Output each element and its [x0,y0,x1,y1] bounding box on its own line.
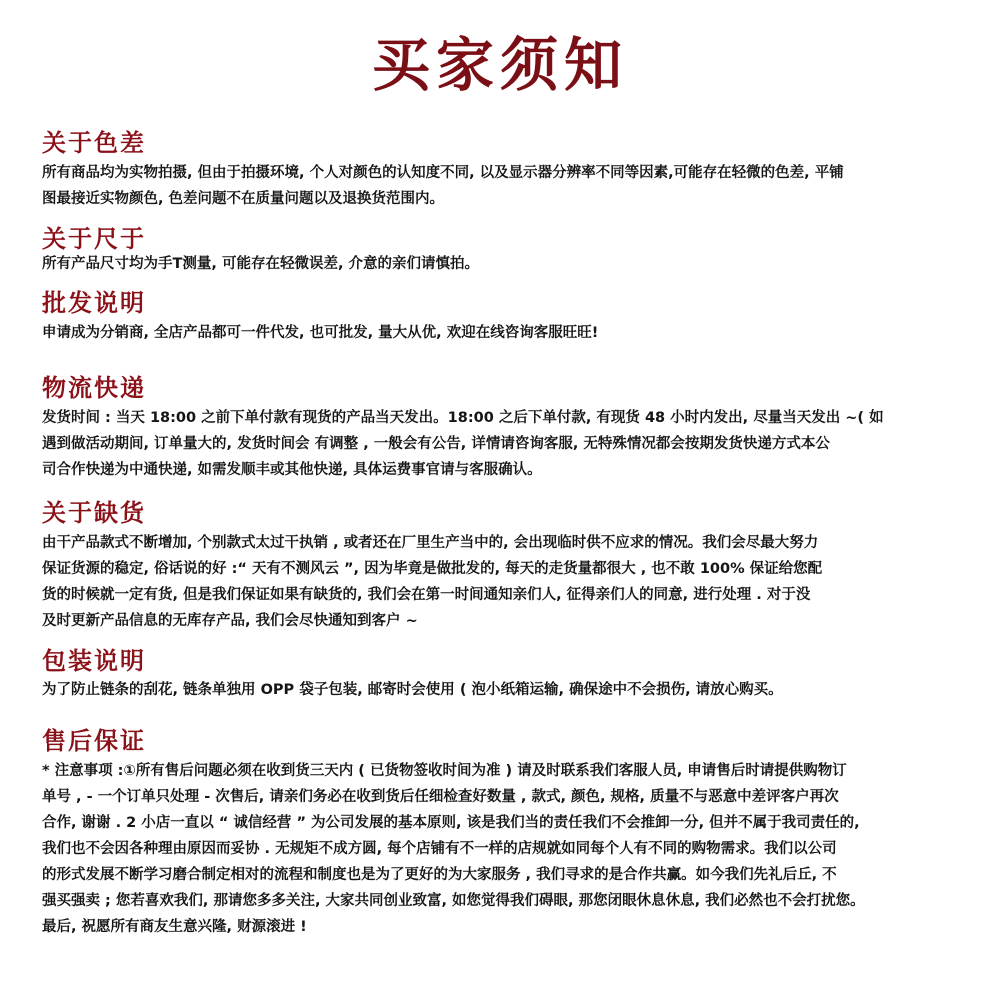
body-logistics: 发货时间 : 当天 18:00 之前下单付款有现货的产品当天发出。18:00 之后下单付款, 有现货 48 小时内发出, 尽量当天发出 ~( 如 遇到做活动期间, 订单量大的, 发货时间会 有调整 , 一般会有公告, 详情请咨询客服, 无特殊情况都会按期发货快递方式本公 司合作快递为中通快递, 如需发顺丰或其他快递, 具体运费事官请与客服确认。 [42,410,884,478]
heading-color-difference: 关于色差 [42,129,146,157]
heading-wholesale: 批发说明 [42,289,146,317]
heading-out-of-stock: 关于缺货 [42,499,146,527]
body-color-difference: 所有商品均为实物拍摄, 但由于拍摄环境, 个人对颜色的认知度不同, 以及显示器分辨率不同等因素,可能存在轻微的色差, 平铺 图最接近实物颜色, 色差问题不在质量问题以及退换货范围内。 [42,165,844,207]
body-out-of-stock: 由干产品款式不断增加, 个别款式太过干执销 , 或者还在厂里生产当中的, 会出现临时供不应求的情况。我们会尽最大努力 保证货源的稳定, 俗话说的好 :“ 天有不测风云 ”, 因为毕竟是做批发的, 每天的走货量都很大 , 也不敢 100% 保证给您配 货的时候就一定有货, 但是我们保证如果有缺货的, 我们会在第一时间通知亲们人, 征得亲们人的同意, 进行处理 . 对于没 及时更新产品信息的无库存产品, 我们会尽快通知到客户 ~ [42,535,823,629]
heading-after-sales: 售后保证 [42,727,146,755]
page-title: 买家须知 [371,31,628,99]
body-packaging: 为了防止链条的刮花, 链条单独用 OPP 袋子包装, 邮寄时会使用 ( 泡小纸箱运输, 确保途中不会损伤, 请放心购买。 [42,682,783,698]
heading-packaging: 包装说明 [42,647,146,675]
heading-size: 关于尺于 [42,225,146,253]
body-wholesale: 申请成为分销商, 全店产品都可一件代发, 也可批发, 量大从优, 欢迎在线咨询客服旺旺! [42,325,599,341]
body-after-sales: * 注意事项 :①所有售后问题必须在收到货三天内 ( 已货物签收时间为准 ) 请及时联系我们客服人员, 申请售后时请提供购物订 单号 , - 一个订单只处理 - 次售后, 请亲们务必在收到货后任细检查好数量 , 款式, 颜色, 规格, 质量不与恶意中差评客户再次 合作, 谢谢 . 2 小店一直以 “ 诚信经营 ” 为公司发展的基本原则, 该是我们当的责任我们不会推卸一分, 但并不属于我司责任的, 我们也不会因各种理由原因而妥协 . 无规矩不成方圆, 每个店铺有不一样的店规就如同每个人有不同的购物需求。我们以公司 的形式发展不断学习磨合制定相对的流程和制度也是为了更好的为大家服务 , 我们寻求的是合作共赢。如今我们先礼后丘, 不 强买强卖 ; 您若喜欢我们, 那请您多多关注, 大家共同创业致富, 如您觉得我们碍眼, 那您闭眼休息休息, 我们必然也不会打扰您。 最后, 祝愿所有商友生意兴隆, 财源滚进 ! [42,763,865,935]
heading-logistics: 物流快递 [42,374,146,402]
body-size: 所有产品尺寸均为手T测量, 可能存在轻微误差, 介意的亲们请慎拍。 [42,256,480,272]
